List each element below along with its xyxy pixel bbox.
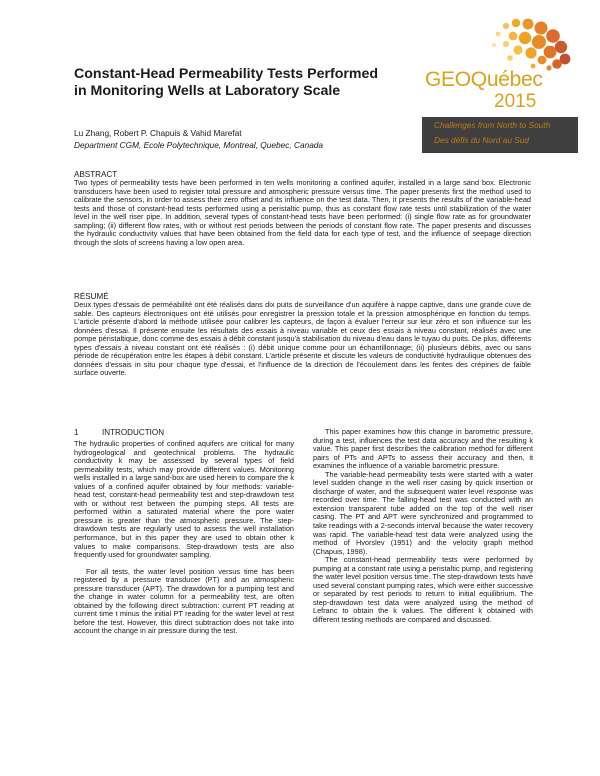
resume-heading: RÉSUMÉ: [74, 292, 109, 301]
intro-paragraph-5: The constant-head permeability tests were performed by pumping at a constant rate using a peristaltic pump, and registering the water level position versus time. The step-drawdown tests have used several constant pumping rates, which were either successive or separated by rest periods to return to initial equilibrium. The step-drawdown test data were analyzed using the method of Lefranc to obtain the k values. The different k obtained with different testing methods are compared and discussed.: [313, 555, 533, 625]
logo-year: 2015: [494, 91, 537, 112]
logo-tagline-english: Challenges from North to South: [434, 120, 551, 130]
intro-paragraph-4: The variable-head permeability tests were started with a water level sudden change in the well riser casing by quick insertion or discharge of water, and the subsequent water level response was recorded over time. The falling-head test was conducted with an extension transparent tube added on the top of the well riser casing. The PT and APT were synchronized and programmed to take readings with a 2-seconds interval because the water recovery was rapid. The variable-head test data were analyzed using the method of Hvorslev (1951) and the velocity graph method (Chapuis, 1998).: [313, 469, 533, 556]
logo-tagline-french: Des défis du Nord au Sud: [434, 135, 530, 145]
logo-name-part1: GEO: [425, 68, 471, 91]
logo-dots: [492, 19, 570, 71]
abstract-heading: ABSTRACT: [74, 170, 118, 179]
paper-title: [74, 66, 404, 99]
section-title: INTRODUCTION: [102, 428, 165, 437]
introduction-heading: [74, 428, 164, 437]
resume-text: Deux types d'essais de perméabilité ont été réalisés dans dix puits de surveillance d'un aquifère à nappe captive, dans une grande cuve de sable. Des capteurs électroniques ont été utilisés pour enregistrer la pression totale et la pression atmosphérique en fonction du temps. L'article présente d'abord la méthode utilisée pour calibrer les capteurs, de façon à évaluer l'erreur sur leur zéro et son influence sur les données d'essai. Il présente ensuite les résultats des essais à niveau variable et ceux des essais à niveau constant, réalisés avec une pompe péristaltique, donc comme des essais à débit constant jusqu'à stabilisation du niveau d'eau dans le tuyau du puits. De plus, différents types d'essais à niveau constant ont été réalisés : (i) débit unique comme pour un échantillonnage; (ii) plusieurs débits, avec ou sans période de récupération entre les étapes à débit constant. L'article présente et discute les valeurs de conductivité hydraulique obtenues des données d'essais in situ pour chaque type d'essai, et l'influence de la direction de l'écoulement dans les fentes des crépines de faible surface ouverte.: [74, 300, 531, 378]
authors: Lu Zhang, Robert P. Chapuis & Vahid Marefat: [74, 128, 242, 138]
intro-paragraph-3: This paper examines how this change in barometric pressure, during a test, influences the test data accuracy and the resulting k value. This paper first describes the calibration method for different pairs of PTs and APTs to assess their accuracy and then, it examines the influence of a variable barometric pressure.: [313, 427, 533, 471]
abstract-text: Two types of permeability tests have been performed in ten wells monitoring a confined aquifer, installed in a large sand box. Electronic transducers have been used to register total pressure and atmospheric pressure versus time. The paper presents first the method used to calibrate the sensors, in order to assess their zero offset and its influence on the test data. Then, it presents the results of the variable-head tests and those of constant-head tests performed using a peristaltic pump, thus as constant flow rate tests until stabilization of the water level in the well riser pipe. In addition, several types of constant-head tests have been performed: (i) single flow rate as for groundwater sampling; (ii) different flow rates, with or without rest periods between the periods of constant flow rate. The paper presents and discusses the hydraulic conductivity values that have been obtained from the field data for each type of test, and the influence of seepage direction through the slots of screens having a low open area.: [74, 178, 531, 247]
right-column: [313, 428, 533, 625]
title-line-2: in Monitoring Wells at Laboratory Scale: [74, 82, 341, 99]
intro-paragraph-2: For all tests, the water level position versus time has been registered by a pressure transducer (PT) and an atmospheric pressure transducer (APT). The drawdown for a pumping test and the change in water column for a permeability test, are often obtained by the following direct subtraction: current PT reading at current time t minus the initial PT reading for the water level at rest before the test. However, this direct subtraction does not take into account the change in air pressure during the test.: [74, 566, 294, 636]
intro-paragraph-1: The hydraulic properties of confined aquifers are critical for many hydrogeological and geotechnical problems. The hydraulic conductivity k may be assessed by several types of field permeability tests, which may provide different values. Monitoring wells installed in a large sand-box are used herein to compare the k values of a confined aquifer obtained by four methods: variable-head test, constant-head permeability test and step-drawdown test with or without rest between the pumping steps. All tests are performed within a saturated material where the pore water pressure is greater than the atmospheric pressure. The step-drawdown tests are regularly used to assess the well installation performance, but in this paper they are used to obtain other k values to make comparisons. Step-drawdown tests are also frequently used for groundwater sampling.: [74, 439, 294, 560]
left-column: [74, 440, 294, 636]
affiliation: Department CGM, Ecole Polytechnique, Montreal, Quebec, Canada: [74, 140, 324, 150]
section-number: 1: [74, 428, 79, 437]
logo-name-part2: Québec: [470, 68, 543, 91]
logo-wordmark: [425, 68, 543, 92]
title-line-1: Constant-Head Permeability Tests Performed: [74, 66, 379, 82]
